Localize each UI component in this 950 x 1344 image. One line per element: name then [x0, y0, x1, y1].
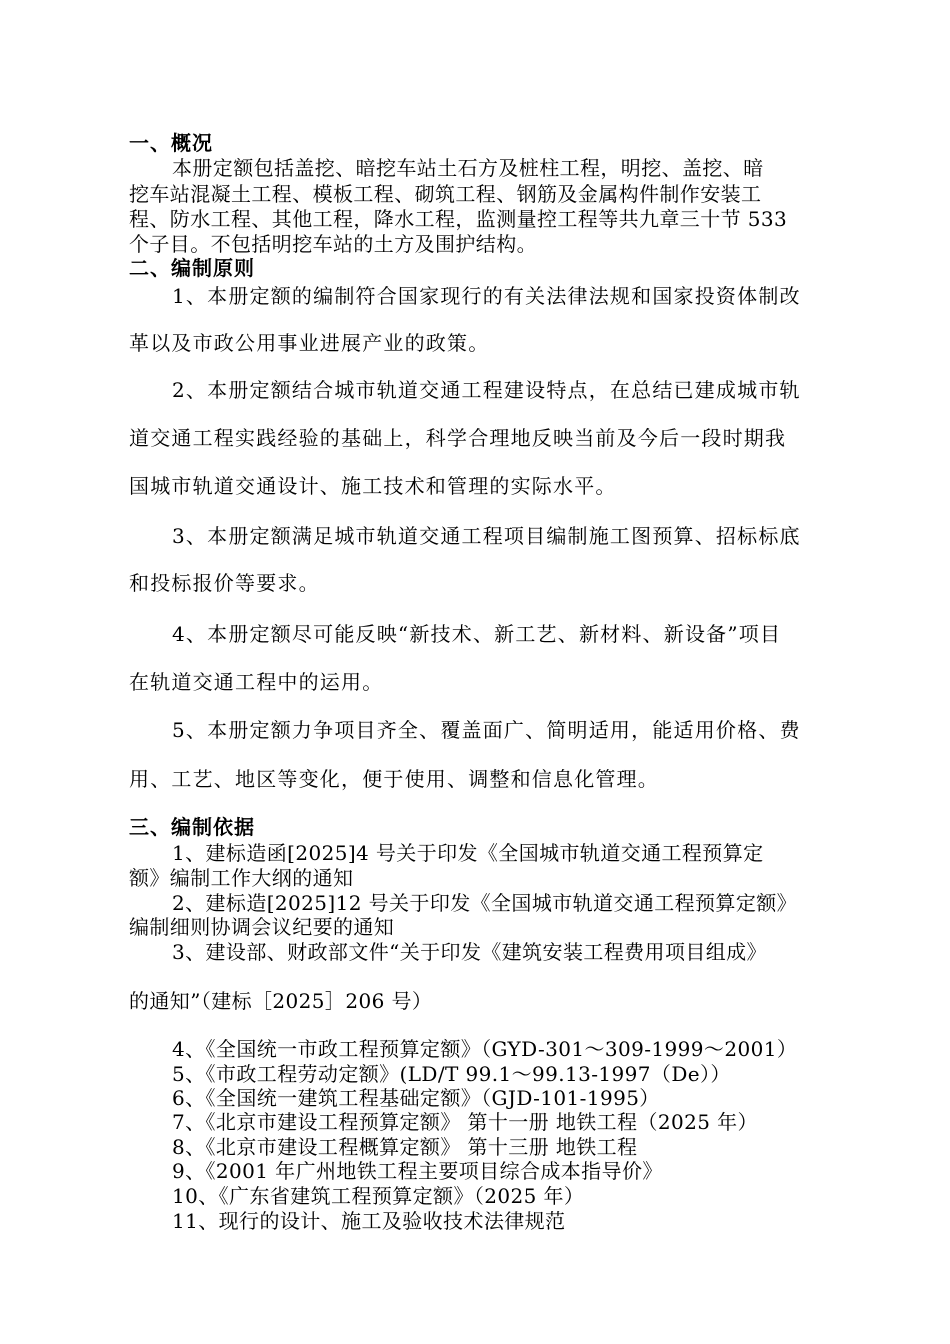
basis-line: 额》编制工作大纲的通知: [129, 866, 354, 890]
overview-line: 本册定额包括盖挖、暗挖车站土石方及桩柱工程，明挖、盖挖、暗: [172, 156, 764, 180]
section-heading-overview: 一、概况: [129, 131, 213, 155]
principles-line: 在轨道交通工程中的运用。: [129, 670, 384, 694]
principles-line: 1、本册定额的编制符合国家现行的有关法律法规和国家投资体制改: [172, 284, 801, 308]
basis-line: 5、《市政工程劳动定额》(LD/T 99.1～99.13-1997（De））: [172, 1062, 731, 1086]
principles-line: 4、本册定额尽可能反映“新技术、新工艺、新材料、新设备”项目: [172, 622, 782, 646]
basis-line: 6、《全国统一建筑工程基础定额》（GJD-101-1995）: [172, 1086, 660, 1110]
principles-line: 和投标报价等要求。: [129, 571, 320, 595]
principles-line: 5、本册定额力争项目齐全、覆盖面广、简明适用，能适用价格、费: [172, 718, 801, 742]
basis-line: 3、建设部、财政部文件“关于印发《建筑安装工程费用项目组成》: [172, 940, 767, 964]
basis-line: 编制细则协调会议纪要的通知: [129, 915, 395, 939]
principles-line: 2、本册定额结合城市轨道交通工程建设特点，在总结已建成城市轨: [172, 378, 801, 402]
section-heading-basis: 三、编制依据: [129, 815, 255, 839]
basis-line: 1、建标造函[2025]4 号关于印发《全国城市轨道交通工程预算定: [172, 841, 764, 865]
principles-line: 国城市轨道交通设计、施工技术和管理的实际水平。: [129, 474, 617, 498]
overview-line: 个子目。不包括明挖车站的土方及围护结构。: [129, 232, 537, 256]
basis-line: 10、《广东省建筑工程预算定额》（2025 年）: [172, 1184, 585, 1208]
basis-line: 7、《北京市建设工程预算定额》 第十一册 地铁工程（2025 年）: [172, 1110, 758, 1134]
basis-line: 4、《全国统一市政工程预算定额》（GYD-301～309-1999～2001）: [172, 1037, 798, 1061]
section-heading-principles: 二、编制原则: [129, 256, 255, 280]
overview-line: 程、防水工程、其他工程，降水工程，监测量控工程等共九章三十节 533: [129, 207, 788, 231]
basis-line: 的通知”（建标［2025］206 号）: [129, 989, 433, 1013]
principles-line: 3、本册定额满足城市轨道交通工程项目编制施工图预算、招标标底: [172, 524, 801, 548]
basis-line: 2、建标造[2025]12 号关于印发《全国城市轨道交通工程预算定额》: [172, 891, 798, 915]
principles-line: 道交通工程实践经验的基础上，科学合理地反映当前及今后一段时期我: [129, 426, 787, 450]
basis-line: 9、《2001 年广州地铁工程主要项目综合成本指导价》: [172, 1159, 663, 1183]
basis-line: 11、现行的设计、施工及验收技术法律规范: [172, 1209, 566, 1233]
principles-line: 用、工艺、地区等变化，便于使用、调整和信息化管理。: [129, 767, 659, 791]
principles-line: 革以及市政公用事业进展产业的政策。: [129, 331, 490, 355]
basis-line: 8、《北京市建设工程概算定额》 第十三册 地铁工程: [172, 1135, 638, 1159]
overview-line: 挖车站混凝土工程、模板工程、砌筑工程、钢筋及金属构件制作安装工: [129, 182, 762, 206]
